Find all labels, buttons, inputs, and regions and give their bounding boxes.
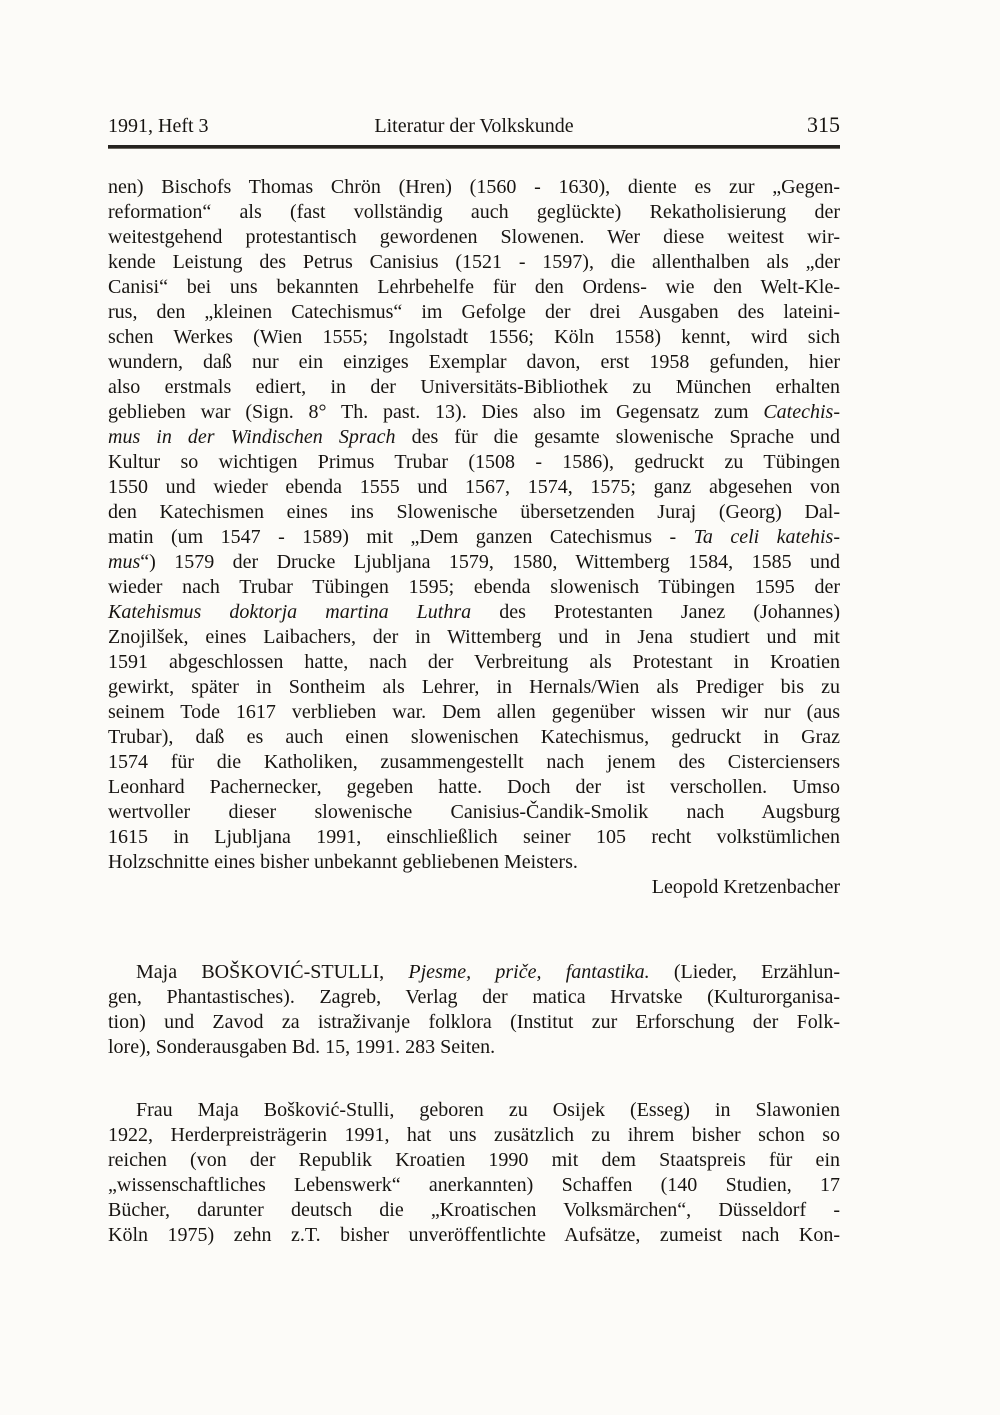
text-line (108, 1148, 840, 1173)
text-segment: Canisi“ bei uns bekannten Lehrbehelfe für den Ordens- wie den Welt-Kle- (108, 276, 840, 298)
text-line (108, 225, 840, 250)
italic-text-segment: Catechis- (763, 401, 840, 423)
text-segment: geblieben war (Sign. 8° Th. past. 13). Dies also im Gegensatz zum (108, 401, 764, 423)
signature (108, 875, 840, 900)
text-segment: 1591 abgeschlossen hatte, nach der Verbreitung als Protestant in Kroatien (108, 651, 840, 673)
italic-text-segment: Katehismus doktorja martina Luthra (108, 601, 472, 623)
text-line (108, 725, 840, 750)
header-journal-title: Literatur der Volkskunde (374, 115, 574, 137)
text-line (108, 775, 840, 800)
text-segment: seinem Tode 1617 verblieben war. Dem allen gegenüber wissen wir nur (aus (108, 701, 840, 723)
text-line (108, 350, 840, 375)
text-line (108, 250, 840, 275)
text-segment: 1574 für die Katholiken, zusammengestellt nach jenem des Cisterciensers (108, 751, 840, 773)
text-segment: des Protestanten Janez (Johannes) (471, 601, 840, 623)
text-line (108, 300, 840, 325)
text-segment: gen, Phantastisches). Zagreb, Verlag der matica Hrvatske (Kulturorganisa- (108, 986, 840, 1008)
running-header (108, 112, 840, 138)
text-segment: „wissenschaftliches Lebenswerk“ anerkannten) Schaffen (140 Studien, 17 (108, 1174, 840, 1196)
text-segment: Holzschnitte eines bisher unbekannt gebliebenen Meisters. (108, 851, 578, 873)
body-text (108, 175, 840, 1248)
text-line (108, 400, 840, 425)
text-segment: Frau Maja Bošković-Stulli, geboren zu Osijek (Esseg) in Slawonien (136, 1099, 840, 1121)
text-line (108, 1173, 840, 1198)
text-line (108, 1010, 840, 1035)
text-segment: reichen (von der Republik Kroatien 1990 mit dem Staatspreis für ein (108, 1149, 840, 1171)
text-line (108, 800, 840, 825)
text-segment: 1550 und wieder ebenda 1555 und 1567, 1574, 1575; ganz abgesehen von (108, 476, 840, 498)
text-segment: wertvoller dieser slowenische Canisius-Čandik-Smolik nach Augsburg (108, 801, 840, 823)
review-heading (108, 960, 840, 1060)
text-segment: wundern, daß nur ein einziges Exemplar davon, erst 1958 gefunden, hier (108, 351, 840, 373)
text-segment: “) 1579 der Drucke Ljubljana 1579, 1580, Wittemberg 1584, 1585 und (140, 551, 840, 573)
text-segment: rus, den „kleinen Catechismus“ im Gefolge der drei Ausgaben des lateini- (108, 301, 840, 323)
text-line (108, 425, 840, 450)
italic-text-segment: Ta celi katehis- (693, 526, 840, 548)
header-issue: 1991, Heft 3 (108, 115, 209, 137)
text-segment: 1615 in Ljubljana 1991, einschließlich seiner 105 recht volkstümlichen (108, 826, 840, 848)
text-segment: 1922, Herderpreisträgerin 1991, hat uns zusätzlich zu ihrem bisher schon so (108, 1124, 840, 1146)
italic-text-segment: mus in der Windischen Sprach (108, 426, 396, 448)
text-segment: also erstmals ediert, in der Universitäts-Bibliothek zu München erhalten (108, 376, 840, 398)
text-segment: Leonhard Pachernecker, gegeben hatte. Doch der ist verschollen. Umso (108, 776, 840, 798)
text-segment: gewirkt, später in Sontheim als Lehrer, in Hernals/Wien als Prediger bis zu (108, 676, 840, 698)
text-segment: (Lieder, Erzählun- (649, 961, 840, 983)
text-segment: wieder nach Trubar Tübingen 1595; ebenda slowenisch Tübingen 1595 der (108, 576, 840, 598)
text-line (108, 500, 840, 525)
text-segment: Maja BOŠKOVIĆ-STULLI, (136, 961, 409, 983)
text-line (108, 875, 840, 900)
italic-text-segment: mus (108, 551, 141, 573)
italic-text-segment: Pjesme, priče, fantastika. (408, 961, 650, 983)
text-line (108, 1198, 840, 1223)
text-line (108, 985, 840, 1010)
text-segment: Kultur so wichtigen Primus Trubar (1508 - 1586), gedruckt zu Tübingen (108, 451, 840, 473)
text-segment: lore), Sonderausgaben Bd. 15, 1991. 283 Seiten. (108, 1036, 496, 1058)
text-line (108, 1098, 840, 1123)
text-line (108, 625, 840, 650)
header-rule (108, 145, 840, 149)
header-page-number: 315 (807, 112, 840, 137)
text-segment: den Katechismen eines ins Slowenische übersetzenden Juraj (Georg) Dal- (108, 501, 840, 523)
text-line (108, 525, 840, 550)
review-paragraph (108, 1098, 840, 1248)
text-segment: Znojilšek, eines Laibachers, der in Wittemberg und in Jena studiert und mit (108, 626, 840, 648)
text-segment: weitestgehend protestantisch gewordenen Slowenen. Wer diese weitest wir- (108, 226, 840, 248)
text-line (108, 200, 840, 225)
text-segment: matin (um 1547 - 1589) mit „Dem ganzen Catechismus - (108, 526, 694, 548)
text-line (108, 600, 840, 625)
text-line (108, 1223, 840, 1248)
text-line (108, 575, 840, 600)
text-line (108, 960, 840, 985)
text-line (108, 1035, 840, 1060)
text-line (108, 850, 840, 875)
text-segment: schen Werkes (Wien 1555; Ingolstadt 1556; Köln 1558) kennt, wird sich (108, 326, 840, 348)
text-segment: Köln 1975) zehn z.T. bisher unveröffentlichte Aufsätze, zumeist nach Kon- (108, 1224, 840, 1246)
text-segment: Leopold Kretzenbacher (651, 876, 840, 898)
text-line (108, 450, 840, 475)
page-content (108, 112, 840, 1248)
text-segment: reformation“ als (fast vollständig auch geglückte) Rekatholisierung der (108, 201, 840, 223)
text-segment: Bücher, darunter deutsch die „Kroatischen Volksmärchen“, Düsseldorf - (108, 1199, 840, 1221)
text-line (108, 375, 840, 400)
text-line (108, 700, 840, 725)
text-line (108, 825, 840, 850)
text-segment: des für die gesamte slowenische Sprache und (395, 426, 841, 448)
text-line (108, 675, 840, 700)
text-line (108, 325, 840, 350)
text-line (108, 550, 840, 575)
text-line (108, 175, 840, 200)
text-line (108, 1123, 840, 1148)
text-line (108, 650, 840, 675)
text-segment: tion) und Zavod za istraživanje folklora (Institut zur Erforschung der Folk- (108, 1011, 840, 1033)
text-line (108, 750, 840, 775)
text-segment: Trubar), daß es auch einen slowenischen Katechismus, gedruckt in Graz (108, 726, 840, 748)
text-segment: nen) Bischofs Thomas Chrön (Hren) (1560 - 1630), diente es zur „Gegen- (108, 176, 840, 198)
continuation-paragraph (108, 175, 840, 875)
text-segment: kende Leistung des Petrus Canisius (1521 - 1597), die allenthalben als „der (108, 251, 840, 273)
text-line (108, 275, 840, 300)
text-line (108, 475, 840, 500)
